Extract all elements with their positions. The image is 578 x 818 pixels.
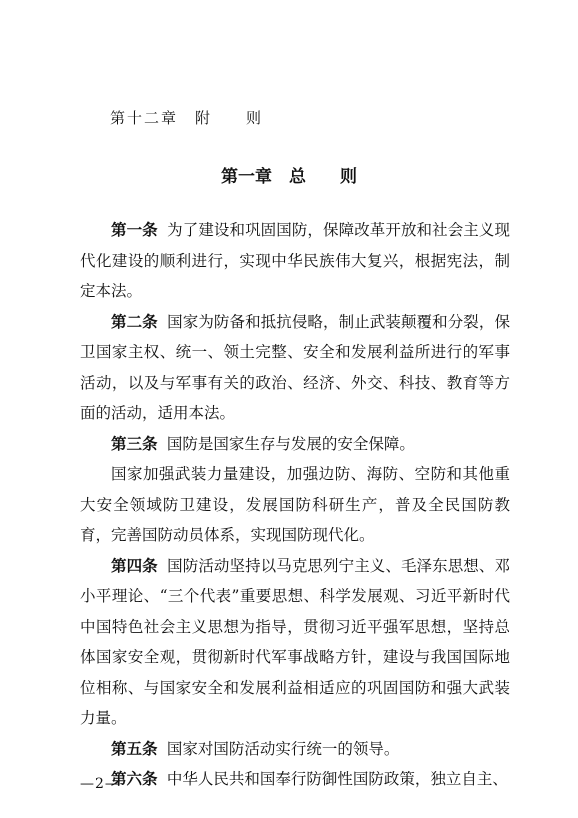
article-text: 为了建设和巩固国防，保障改革开放和社会主义现代化建设的顺利进行，实现中华民族伟大复兴，根据宪法，制定本法。 <box>80 221 510 300</box>
article-text: 国防是国家生存与发展的安全保障。 <box>166 434 415 453</box>
article-text: 国家对国防活动实行统一的领导。 <box>166 739 400 758</box>
toc-chapter-12-entry: 第十二章 附 则 <box>110 109 264 127</box>
article-2-paragraph <box>80 307 510 429</box>
chapter-title: 第一章 总 则 <box>221 167 357 187</box>
article-6-paragraph <box>80 764 510 795</box>
article-1-paragraph <box>80 215 510 307</box>
article-text: 国家加强武装力量建设，加强边防、海防、空防和其他重大安全领域防卫建设，发展国防科研生产，普及全民国防教育，完善国防动员体系，实现国防现代化。 <box>80 465 510 544</box>
article-text: 国家为防备和抵抗侵略，制止武装颠覆和分裂，保卫国家主权、统一、领土完整、安全和发展利益所进行的军事活动，以及与军事有关的政治、经济、外交、科技、教育等方面的活动，适用本法。 <box>80 312 510 422</box>
article-label: 第二条 <box>111 312 158 331</box>
article-text: 中华人民共和国奉行防御性国防政策，独立自主、 <box>166 770 508 788</box>
article-3-continuation-paragraph <box>80 459 510 551</box>
article-4-paragraph <box>80 551 510 734</box>
article-text: 国防活动坚持以马克思列宁主义、毛泽东思想、邓小平理论、“三个代表”重要思想、科学发展观、习近平新时代中国特色社会主义思想为指导，贯彻习近平强军思想，坚持总体国家安全观，贯彻新时代军事战略方针，建设与我国国际地位相称、与国家安全和发展利益相适应的巩固国防和强大武装力量。 <box>80 556 510 727</box>
article-3-paragraph <box>80 429 510 460</box>
article-label: 第四条 <box>111 556 158 575</box>
article-5-paragraph <box>80 734 510 765</box>
article-label: 第六条 <box>111 770 158 788</box>
article-label: 第五条 <box>111 739 158 758</box>
article-label: 第一条 <box>111 221 158 239</box>
chapter-body <box>80 215 510 795</box>
page-number: —2— <box>80 776 120 792</box>
article-label: 第三条 <box>111 434 158 453</box>
